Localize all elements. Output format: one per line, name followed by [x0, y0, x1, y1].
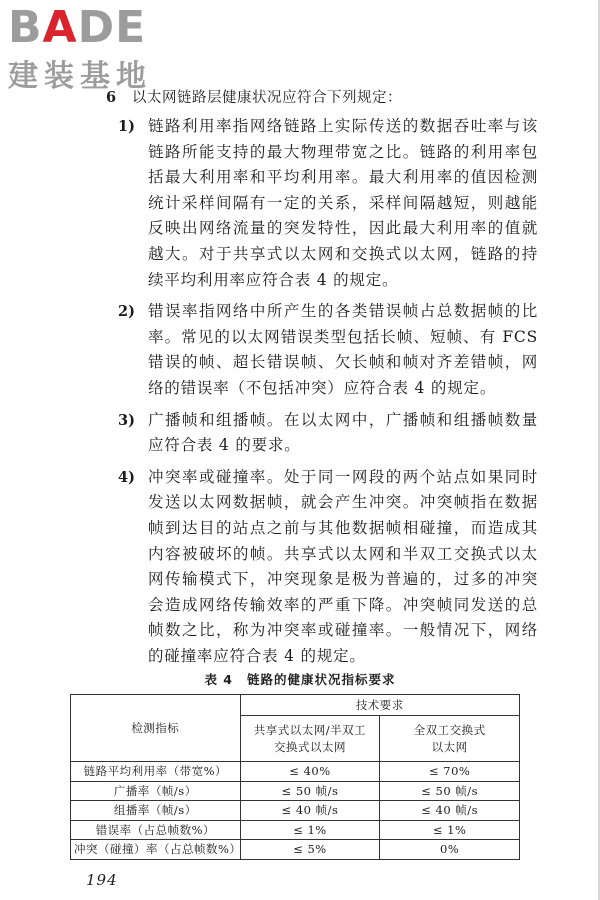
header-shared-line2: 交换式以太网 — [273, 739, 346, 754]
cell-indicator: 组播率（帧/s） — [71, 801, 241, 821]
item-text: 冲突率或碰撞率。处于同一网段的两个站点如果同时发送以太网数据帧，就会产生冲突。冲突帧指在数据帧到达目的站点之前与其他数据帧相碰撞，而造成其内容被破坏的帧。共享式以太网和半双工交换式以太网传输模式下，冲突现象是极为普遍的，过多的冲突会造成网络传输效率的严重下降。冲突帧同发送的总帧数之比，称为冲突率或碰撞率。一般情况下，网络的碰撞率应符合表 4 的规定。 — [148, 467, 538, 665]
list-item — [118, 299, 538, 401]
logo-subtitle: 建装基地 — [8, 59, 152, 94]
cell-indicator: 冲突（碰撞）率（占总帧数%） — [71, 840, 241, 860]
cell-switched: ≤ 40 帧/s — [380, 801, 520, 821]
item-text: 错误率指网络中所产生的各类错误帧占总数据帧的比率。常见的以太网错误类型包括长帧、短帧、有 FCS 错误的帧、超长错误帧、欠长帧和帧对齐差错帧，网络的错误率（不包括冲突）应符合表 4 的规定。 — [148, 302, 538, 397]
cell-indicator: 广播率（帧/s） — [71, 781, 241, 801]
cell-indicator: 链路平均利用率（带宽%） — [71, 762, 241, 782]
logo-letters-de: DE — [77, 2, 147, 53]
item-marker: 4) — [118, 468, 135, 486]
table-caption — [0, 670, 600, 688]
header-indicator: 检测指标 — [71, 695, 241, 762]
item-text: 链路利用率指网络链路上实际传送的数据吞吐率与该链路所能支持的最大物理带宽之比。链路的利用率包括最大利用率和平均利用率。最大利用率的值因检测统计采样间隔有一定的关系，采样间隔越短，则越能反映出网络流量的突发特性，因此最大利用率的值就越大。对于共享式以太网和交换式以太网，链路的持续平均利用率应符合表 4 的规定。 — [148, 117, 538, 289]
list-item — [118, 408, 538, 459]
cell-switched: ≤ 50 帧/s — [380, 781, 520, 801]
header-switched-line1: 全双工交换式 — [413, 722, 486, 737]
list-item — [118, 465, 538, 670]
logo-wordmark — [8, 3, 146, 53]
item-text: 广播帧和组播帧。在以太网中，广播帧和组播帧数量应符合表 4 的要求。 — [148, 410, 538, 455]
cell-shared: ≤ 40% — [240, 762, 380, 782]
section-number: 6 — [106, 89, 117, 106]
cell-indicator: 错误率（占总帧数%） — [71, 820, 241, 840]
table-header-row — [71, 695, 520, 716]
table-row — [71, 762, 520, 782]
cell-shared: ≤ 40 帧/s — [240, 801, 380, 821]
cell-switched: 0% — [380, 840, 520, 860]
table-row — [71, 840, 520, 860]
item-marker: 3) — [118, 411, 135, 429]
cell-switched: ≤ 70% — [380, 762, 520, 782]
header-shared — [240, 716, 380, 762]
cell-shared: ≤ 1% — [240, 820, 380, 840]
table-row — [71, 781, 520, 801]
header-shared-line1: 共享式以太网/半双工 — [253, 722, 367, 737]
item-list — [118, 114, 538, 675]
table-row — [71, 801, 520, 821]
page-number: 194 — [86, 871, 118, 889]
item-marker: 2) — [118, 303, 135, 321]
header-requirement: 技术要求 — [240, 695, 519, 716]
cell-shared: ≤ 50 帧/s — [240, 781, 380, 801]
table-row — [71, 820, 520, 840]
logo-letter-b: B — [8, 2, 43, 53]
link-health-table — [70, 694, 520, 860]
logo-letter-a: A — [42, 2, 78, 53]
table-title-text: 链路的健康状况指标要求 — [247, 672, 396, 687]
cell-shared: ≤ 5% — [240, 840, 380, 860]
header-switched-line2: 以太网 — [431, 739, 468, 754]
item-marker: 1) — [118, 118, 135, 135]
table-label: 表 4 — [204, 672, 234, 687]
cell-switched: ≤ 1% — [380, 820, 520, 840]
header-switched — [380, 716, 520, 762]
list-item — [118, 114, 538, 293]
section-heading-text: 以太网链路层健康状况应符合下列规定： — [132, 90, 402, 106]
section-heading — [106, 88, 566, 108]
